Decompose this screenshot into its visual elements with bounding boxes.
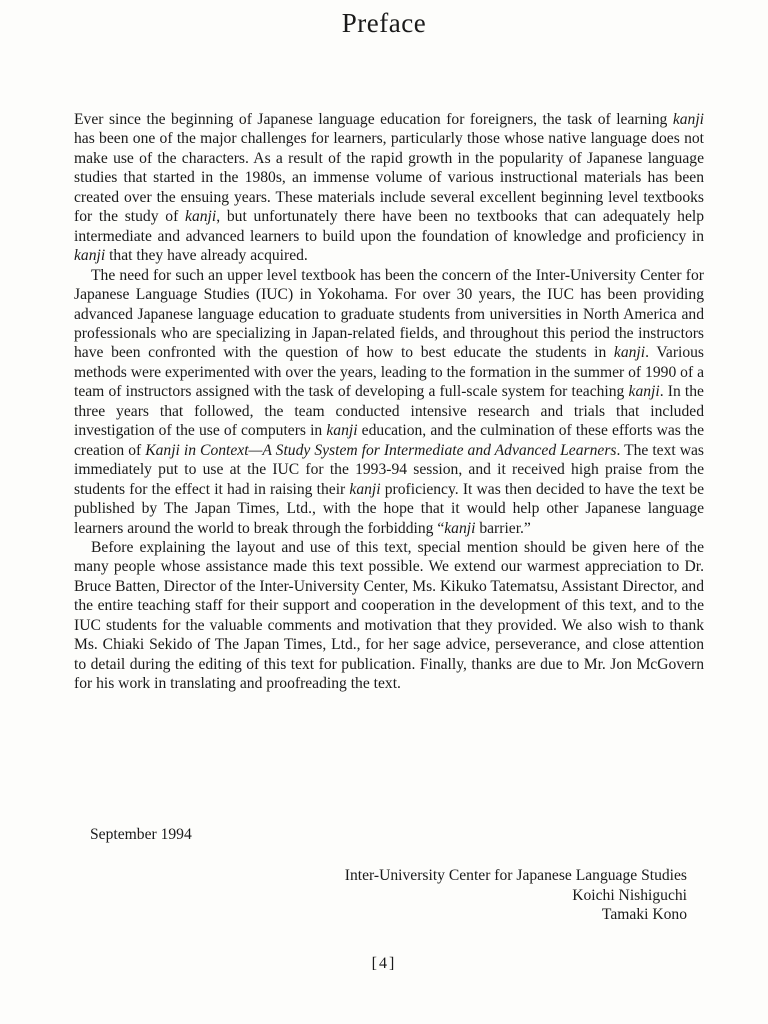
italic-run: kanji [349, 480, 381, 498]
italic-run: Kanji in Context—A Study System for Intermediate and Advanced Learners [145, 441, 617, 459]
italic-run: kanji [672, 111, 704, 128]
text-run: that they have already acquired. [105, 247, 308, 265]
paragraph-2 [74, 266, 704, 538]
text-run: education, and the culmination of these efforts was the creation of [74, 422, 705, 459]
text-run: . Various methods were experimented with over the years, leading to the formation in the summer of 1990 of a team of instructors assigned with the task of developing a full-scale system for teaching [74, 344, 705, 401]
signature-block [345, 866, 687, 925]
italic-run: kanji [628, 383, 660, 401]
signature-author-2: Tamaki Kono [601, 906, 687, 923]
italic-run: kanji [185, 208, 217, 226]
paragraph-1 [74, 110, 704, 266]
page-number: [4] [371, 955, 397, 972]
italic-run: kanji [326, 422, 358, 440]
date-line: September 1994 [90, 826, 192, 843]
italic-run: kanji [613, 344, 646, 362]
preface-body [74, 110, 704, 694]
text-run: Before explaining the layout and use of this text, special mention should be given here of the many people whose assistance made this text possible. We extend our warmest appreciation to Dr. Bruce Batten, Director of the Inter-University Center, Ms. Kikuko Tatematsu, Assistant Director, and the entire teaching staff for their support and cooperation in the development of this text, and to the IUC students for the valuable comments and motivation that they provided. We also wish to thank Ms. Chiaki Sekido of The Japan Times, Ltd., for her sage advice, perseverance, and close attention to detail during the editing of this text for publication. Finally, thanks are due to Mr. Jon McGovern for his work in translating and proofreading the text. [74, 538, 704, 693]
text-run: . In the three years that followed, the team conducted intensive research and trials that included investigation of the use of computers in [74, 383, 704, 440]
page-title: Preface [341, 8, 427, 38]
italic-run: kanji [74, 247, 106, 265]
text-run: has been one of the major challenges for learners, particularly those whose native language does not make use of the characters. As a result of the rapid growth in the popularity of Japanese language studies that started in the 1980s, an immense volume of various instructional materials has been created over the ensuing years. These materials include several excellent beginning level textbooks for the study of [74, 130, 704, 226]
signature-author-1: Koichi Nishiguchi [572, 886, 687, 904]
text-run: barrier.” [475, 519, 531, 537]
signature-organization: Inter-University Center for Japanese Language Studies [344, 867, 687, 884]
italic-run: kanji [444, 519, 476, 537]
paragraph-3 [74, 538, 704, 694]
text-run: Ever since the beginning of Japanese language education for foreigners, the task of learning [74, 111, 673, 128]
text-run: The need for such an upper level textbook has been the concern of the Inter-University Center for Japanese Language Studies (IUC) in Yokohama. For over 30 years, the IUC has been providing advanced Japanese language education to graduate students from universities in North America and professionals who are specializing in Japan-related fields, and throughout this period the instructors have been confronted with the question of how to best educate the students in [74, 266, 704, 362]
text-run: , but unfortunately there have been no textbooks that can adequately help intermediate and advanced learners to build upon the foundation of knowledge and proficiency in [74, 208, 704, 245]
text-run: proficiency. It was then decided to have the text be published by The Japan Times, Ltd., with the hope that it would help other Japanese language learners around the world to break through the forbidding “ [74, 480, 704, 537]
text-run: . The text was immediately put to use at the IUC for the 1993-94 session, and it received high praise from the students for the effect it had in raising their [74, 441, 704, 498]
